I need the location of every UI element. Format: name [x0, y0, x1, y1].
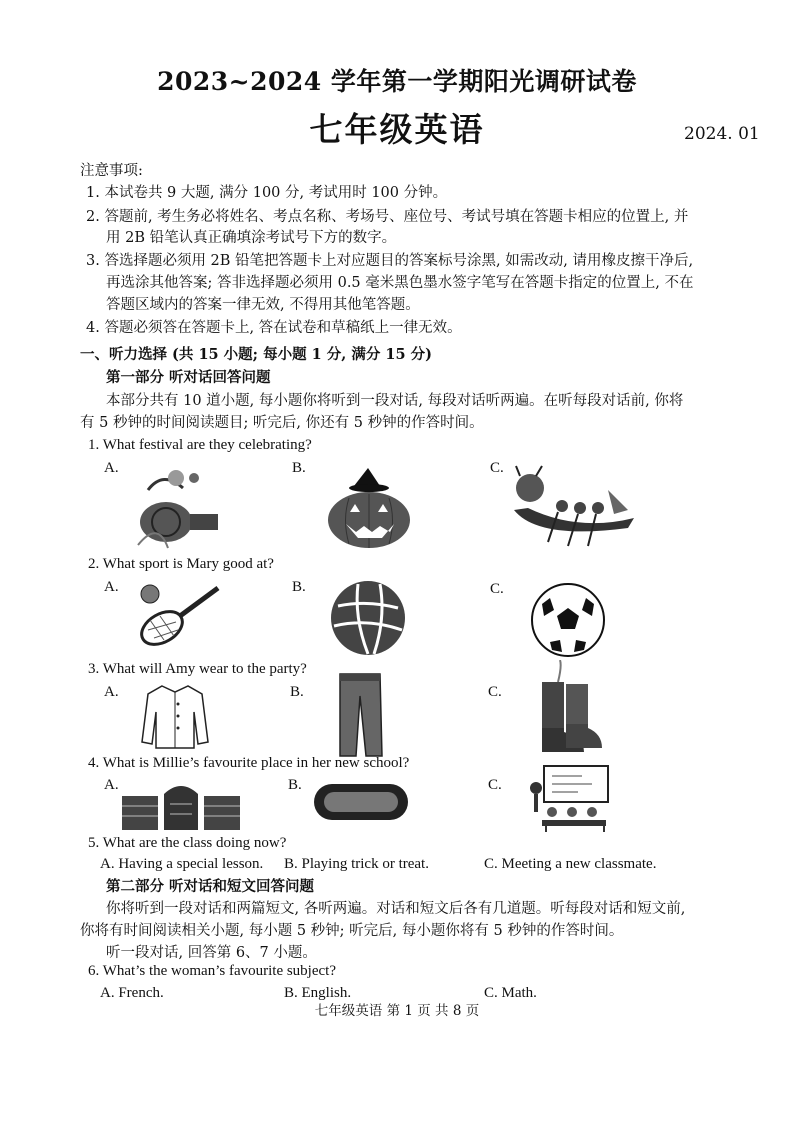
notice-item: 答题区域内的答案一律无效, 不得用其他笔答题。 — [106, 297, 420, 313]
volleyball-icon — [328, 578, 408, 658]
part-instruction: 听一段对话, 回答第 6、7 小题。 — [106, 945, 317, 961]
tennis-racket-icon — [134, 580, 224, 652]
trousers-icon — [336, 672, 386, 758]
question-4: 4. What is Millie’s favourite place in her new school? — [88, 755, 410, 771]
question-3: 3. What will Amy wear to the party? — [88, 661, 307, 677]
option-text: C. Meeting a new classmate. — [484, 856, 657, 872]
option-text: A. Having a special lesson. — [100, 856, 264, 872]
exam-title: 2023~2024 学年第一学期阳光调研试卷 — [157, 67, 637, 96]
option-label: C. — [490, 581, 504, 597]
page-footer: 七年级英语 第 1 页 共 8 页 — [314, 1003, 480, 1019]
part-instruction: 你将听到一段对话和两篇短文, 各听两遍。对话和短文后各有几道题。听每段对话和短文前, — [106, 901, 686, 917]
notice-item: 再选涂其他答案; 答非选择题必须用 0.5 毫米黑色墨水签字笔写在答题卡指定的位置上, 不在 — [106, 275, 694, 291]
option-label: A. — [104, 777, 119, 793]
option-text: B. Playing trick or treat. — [284, 856, 429, 872]
notice-item: 3. 答选择题必须用 2B 铅笔把答题卡上对应题目的答案标号涂黑, 如需改动, 请用橡皮擦干净后, — [86, 253, 694, 269]
section-heading: 一、听力选择 (共 15 小题; 每小题 1 分, 满分 15 分) — [80, 346, 432, 363]
option-label: A. — [104, 684, 119, 700]
option-label: B. — [292, 579, 306, 595]
question-1: 1. What festival are they celebrating? — [88, 437, 312, 453]
notice-item: 1. 本试卷共 9 大题, 满分 100 分, 考试用时 100 分钟。 — [86, 185, 448, 201]
option-label: C. — [490, 460, 504, 476]
option-label: B. — [292, 460, 306, 476]
pumpkin-lantern-icon — [324, 468, 414, 550]
exam-subject: 七年级英语 — [309, 110, 485, 149]
part-title: 第二部分 听对话和短文回答问题 — [106, 878, 315, 895]
mooncake-festival-icon — [128, 460, 223, 550]
option-label: A. — [104, 460, 119, 476]
part-title: 第一部分 听对话回答问题 — [106, 369, 271, 386]
notice-item: 4. 答题必须答在答题卡上, 答在试卷和草稿纸上一律无效。 — [86, 320, 462, 336]
question-5: 5. What are the class doing now? — [88, 835, 287, 851]
question-6: 6. What’s the woman’s favourite subject? — [88, 963, 336, 979]
notice-item: 用 2B 铅笔认真正确填涂考试号下方的数字。 — [106, 230, 397, 246]
classroom-icon — [522, 764, 616, 832]
part-instruction: 你将有时间阅读相关小题, 每小题 5 秒钟; 听完后, 每小题你将有 5 秒钟的作答时间。 — [80, 923, 624, 939]
option-text: B. English. — [284, 985, 352, 1001]
dragon-boat-icon — [508, 462, 638, 550]
notice-item: 2. 答题前, 考生务必将姓名、考点名称、考场号、座位号、考试号填在答题卡相应的位置上, 并 — [86, 209, 689, 225]
football-icon — [530, 582, 606, 658]
notice-heading: 注意事项: — [80, 163, 143, 179]
boots-icon — [532, 660, 604, 756]
running-track-icon — [312, 782, 410, 822]
option-label: B. — [288, 777, 302, 793]
part-instruction: 本部分共有 10 道小题, 每小题你将听到一段对话, 每段对话听两遍。在听每段对话前, 你将 — [106, 393, 684, 409]
library-icon — [120, 778, 242, 832]
option-label: A. — [104, 579, 119, 595]
option-label: C. — [488, 777, 502, 793]
shirt-icon — [140, 682, 210, 750]
question-2: 2. What sport is Mary good at? — [88, 556, 274, 572]
option-label: B. — [290, 684, 304, 700]
option-label: C. — [488, 684, 502, 700]
exam-date: 2024. 01 — [684, 124, 760, 144]
part-instruction: 有 5 秒钟的时间阅读题目; 听完后, 你还有 5 秒钟的作答时间。 — [80, 415, 484, 431]
option-text: A. French. — [100, 985, 164, 1001]
option-text: C. Math. — [484, 985, 537, 1001]
